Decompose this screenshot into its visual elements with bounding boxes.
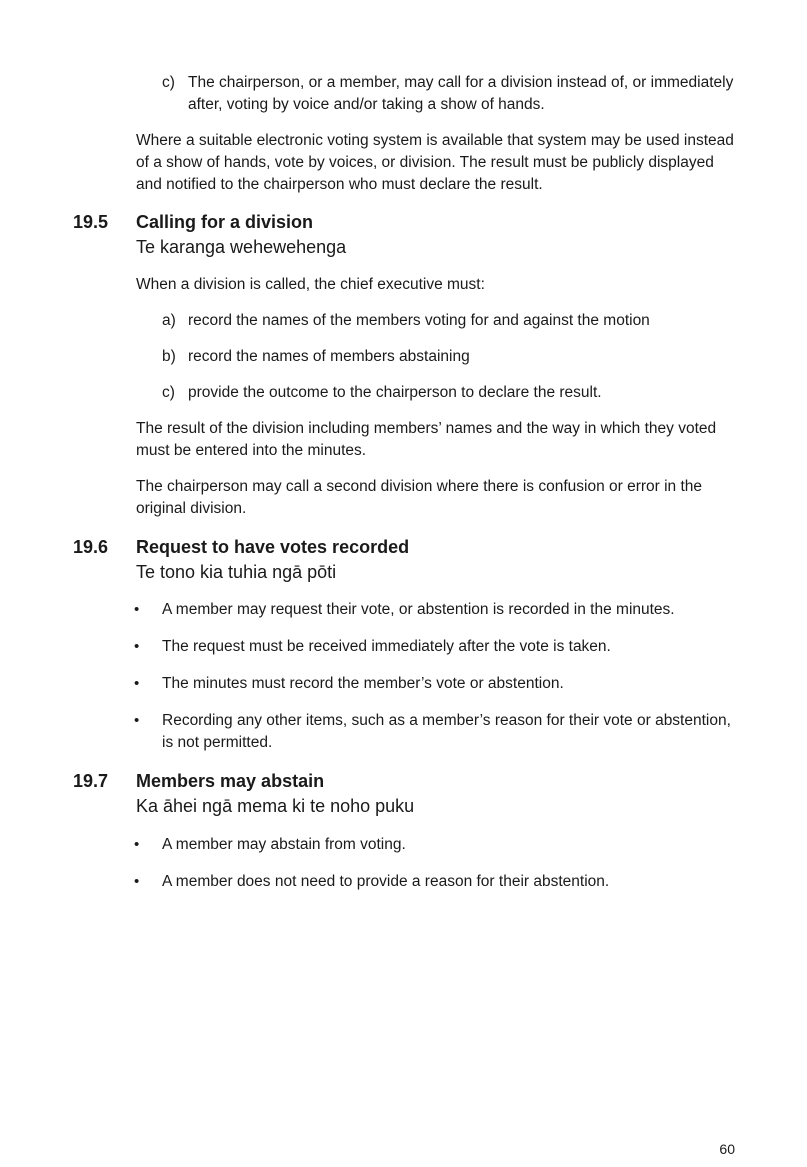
list-marker: c) <box>162 74 175 91</box>
page-number: 60 <box>719 1141 735 1157</box>
bullet-icon: • <box>134 873 140 890</box>
bullet-text: The minutes must record the member’s vote or abstention. <box>162 675 564 692</box>
bullet-text: A member may abstain from voting. <box>162 836 406 853</box>
electronic-voting-paragraph: Where a suitable electronic voting system is available that system may be used instead of a show of hands, vote by voices, or division. The result must be publicly displayed and notified to the chairperson who must declare the result. <box>136 132 734 193</box>
bullet-item <box>134 871 736 893</box>
bullet-icon: • <box>134 712 140 729</box>
section-subtitle: Te karanga wehewehenga <box>136 237 347 257</box>
list-item-text: provide the outcome to the chairperson to declare the result. <box>188 384 602 401</box>
list-item-c <box>162 72 736 116</box>
section-subtitle: Te tono kia tuhia ngā pōti <box>136 562 337 582</box>
bullet-text: Recording any other items, such as a member’s reason for their vote or abstention, is not permitted. <box>162 712 731 751</box>
list-item-b <box>162 346 736 368</box>
list-item-a <box>162 310 736 332</box>
division-result-paragraph: The result of the division including members’ names and the way in which they voted must be entered into the minutes. <box>136 420 717 459</box>
list-item-c <box>162 382 736 404</box>
section-title: Calling for a division <box>136 212 314 232</box>
bullet-text: A member may request their vote, or abstention is recorded in the minutes. <box>162 601 675 618</box>
bullet-item <box>134 599 736 621</box>
section-number: 19.5 <box>73 212 109 232</box>
list-item-text: record the names of the members voting for and against the motion <box>188 312 650 329</box>
section-title: Members may abstain <box>136 771 325 791</box>
section-number: 19.6 <box>73 537 109 557</box>
list-marker: b) <box>162 348 176 365</box>
section-lead: When a division is called, the chief executive must: <box>136 276 485 293</box>
list-item-text: record the names of members abstaining <box>188 348 470 365</box>
section-title: Request to have votes recorded <box>136 537 410 557</box>
bullet-icon: • <box>134 601 140 618</box>
section-subtitle: Ka āhei ngā mema ki te noho puku <box>136 796 415 816</box>
list-marker: a) <box>162 312 176 329</box>
list-item-text: The chairperson, or a member, may call for a division instead of, or immediately after, voting by voice and/or taking a show of hands. <box>188 74 734 113</box>
bullet-icon: • <box>134 675 140 692</box>
bullet-icon: • <box>134 638 140 655</box>
bullet-text: The request must be received immediately after the vote is taken. <box>162 638 611 655</box>
bullet-text: A member does not need to provide a reason for their abstention. <box>162 873 610 890</box>
bullet-icon: • <box>134 836 140 853</box>
bullet-item <box>134 710 736 754</box>
bullet-item <box>134 673 736 695</box>
section-number: 19.7 <box>73 771 109 791</box>
bullet-item <box>134 636 736 658</box>
second-division-paragraph: The chairperson may call a second division where there is confusion or error in the original division. <box>136 478 703 517</box>
list-marker: c) <box>162 384 175 401</box>
bullet-item <box>134 834 736 856</box>
